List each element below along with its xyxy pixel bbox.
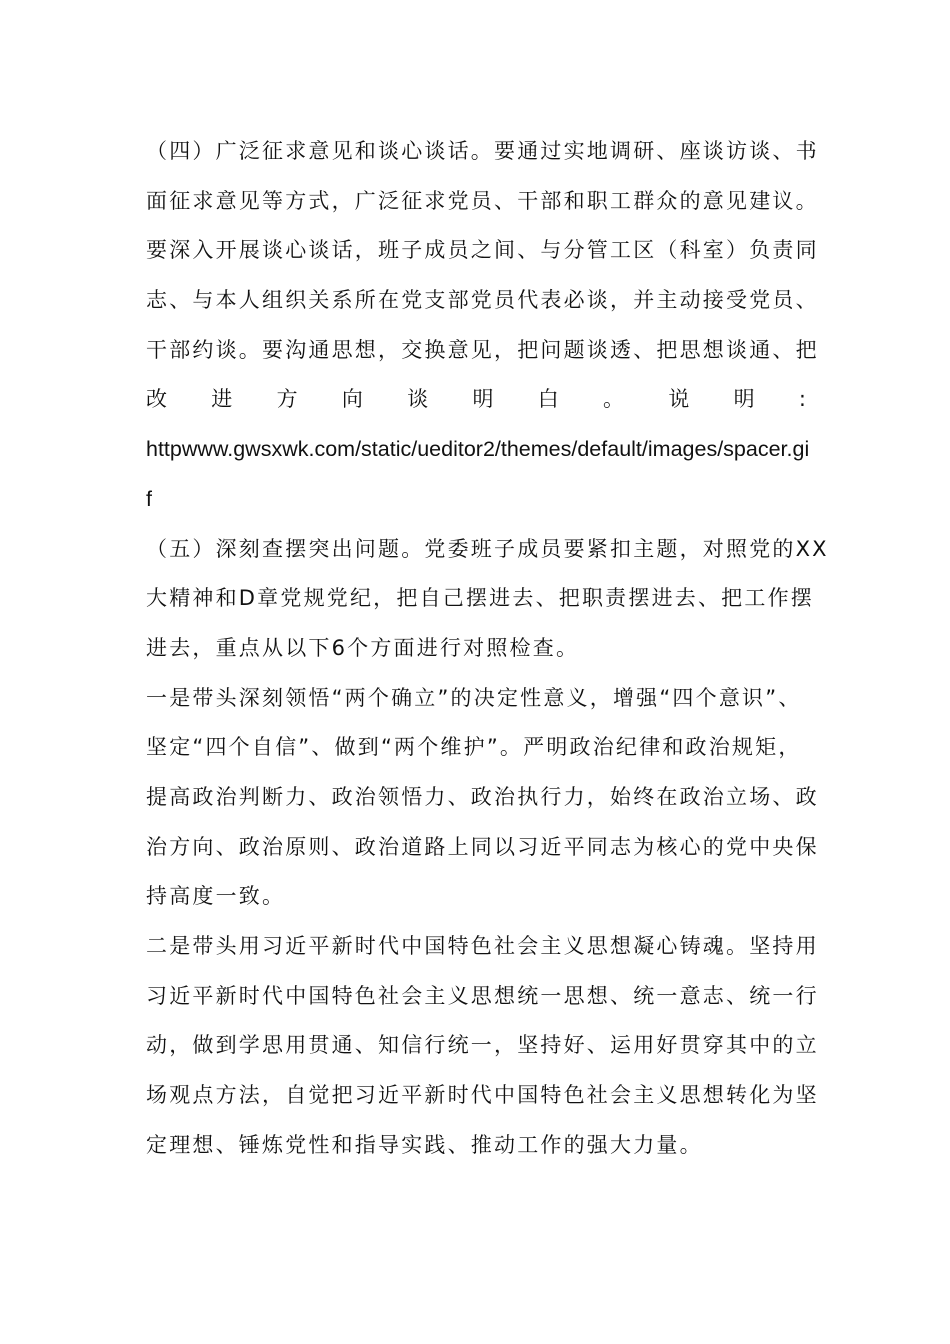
- text-line-justified: 改 进 方 向 谈 明 白 。 说 明 :: [146, 387, 806, 411]
- text-line: 大精神和D章党规党纪，把自己摆进去、把职责摆进去、把工作摆: [146, 586, 814, 610]
- text-line: 定理想、锤炼党性和指导实践、推动工作的强大力量。: [146, 1133, 703, 1157]
- text-line: 持高度一致。: [146, 884, 286, 908]
- text-line: 场观点方法，自觉把习近平新时代中国特色社会主义思想转化为坚: [146, 1083, 819, 1107]
- text-line: 干部约谈。要沟通思想，交换意见，把问题谈透、把思想谈通、把: [146, 338, 819, 362]
- text-line: 进去，重点从以下6个方面进行对照检查。: [146, 636, 580, 660]
- text-line: 二是带头用习近平新时代中国特色社会主义思想凝心铸魂。坚持用: [146, 934, 819, 958]
- text-line: 动，做到学思用贯通、知信行统一，坚持好、运用好贯穿其中的立: [146, 1033, 819, 1057]
- text-line: 志、与本人组织关系所在党支部党员代表必谈，并主动接受党员、: [146, 288, 819, 312]
- text-line: 要深入开展谈心谈话，班子成员之间、与分管工区（科室）负责同: [146, 238, 819, 262]
- text-line: 治方向、政治原则、政治道路上同以习近平同志为核心的党中央保: [146, 835, 819, 859]
- text-line: 提高政治判断力、政治领悟力、政治执行力，始终在政治立场、政: [146, 785, 819, 809]
- text-line: 习近平新时代中国特色社会主义思想统一思想、统一意志、统一行: [146, 984, 819, 1008]
- text-line: （五）深刻查摆突出问题。党委班子成员要紧扣主题，对照党的XX: [146, 537, 829, 561]
- text-line: 一是带头深刻领悟“两个确立”的决定性意义，增强“四个意识”、: [146, 686, 802, 710]
- text-line: 面征求意见等方式，广泛征求党员、干部和职工群众的意见建议。: [146, 189, 819, 213]
- url-text-continued: f: [146, 487, 152, 511]
- url-text: httpwww.gwsxwk.com/static/ueditor2/themes/default/images/spacer.gi: [146, 437, 810, 461]
- text-line: 坚定“四个自信”、做到“两个维护”。严明政治纪律和政治规矩，: [146, 735, 802, 759]
- text-line: （四）广泛征求意见和谈心谈话。要通过实地调研、座谈访谈、书: [146, 139, 819, 163]
